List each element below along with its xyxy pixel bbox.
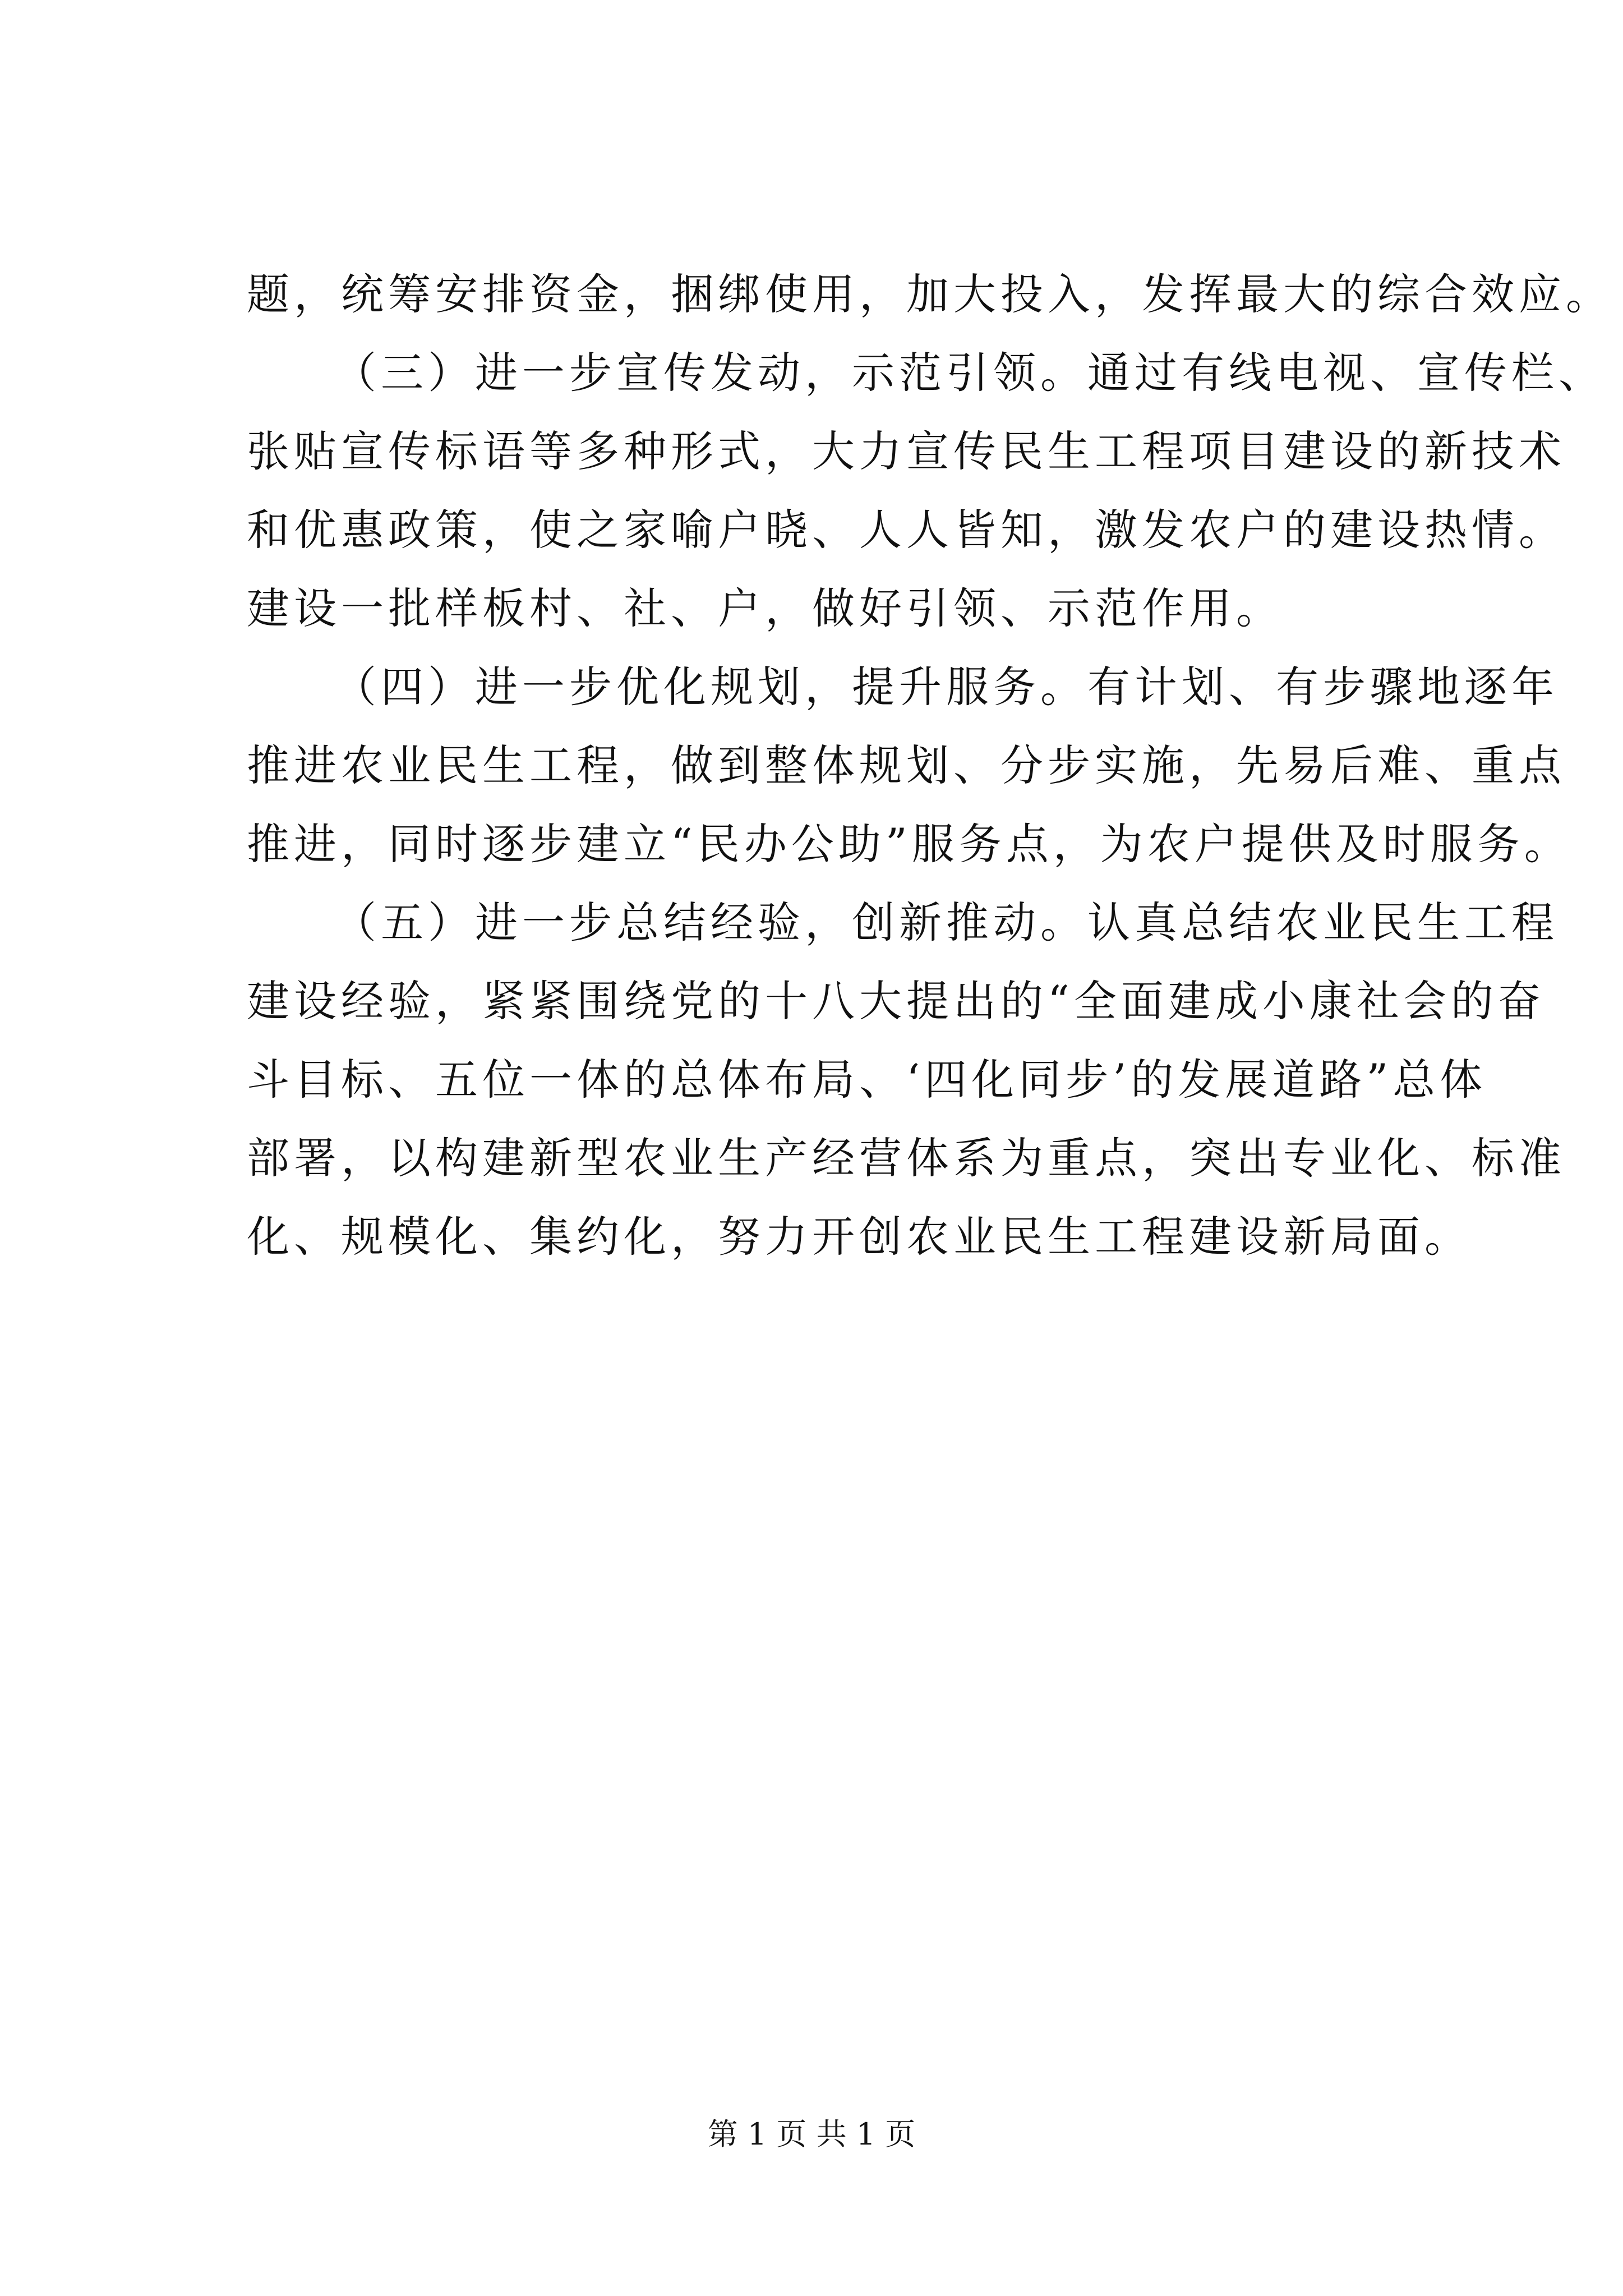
text-line-13: 化、规模化、集约化，努力开创农业民生工程建设新局面。 <box>247 1212 1472 1262</box>
text-line-12: 部署，以构建新型农业生产经营体系为重点，突出专业化、标准 <box>247 1133 1566 1183</box>
text-line-5: 建设一批样板村、社、户，做好引领、示范作用。 <box>247 583 1283 633</box>
text-line-11: 斗目标、五位一体的总体布局、‘四化同步’的发展道路”总体 <box>247 1055 1487 1105</box>
text-line-6: （四）进一步优化规划，提升服务。有计划、有步骤地逐年 <box>334 662 1559 712</box>
text-line-3: 张贴宣传标语等多种形式，大力宣传民生工程项目建设的新技术 <box>247 426 1566 476</box>
text-line-9: （五）进一步总结经验，创新推动。认真总结农业民生工程 <box>334 898 1559 947</box>
text-line-8: 推进，同时逐步建立“民办公助”服务点，为农户提供及时服务。 <box>247 819 1571 869</box>
page-footer: 第 1 页 共 1 页 <box>707 2116 916 2152</box>
text-line-2: （三）进一步宣传发动，示范引领。通过有线电视、宣传栏、 <box>334 348 1606 398</box>
document-body <box>247 255 1613 1276</box>
text-line-1: 题，统筹安排资金，捆绑使用，加大投入，发挥最大的综合效应。 <box>247 269 1613 319</box>
text-line-4: 和优惠政策，使之家喻户晓、人人皆知，激发农户的建设热情。 <box>247 505 1566 555</box>
text-line-10: 建设经验，紧紧围绕党的十八大提出的“全面建成小康社会的奋 <box>247 976 1545 1026</box>
text-line-7: 推进农业民生工程，做到整体规划、分步实施，先易后难、重点 <box>247 740 1566 790</box>
